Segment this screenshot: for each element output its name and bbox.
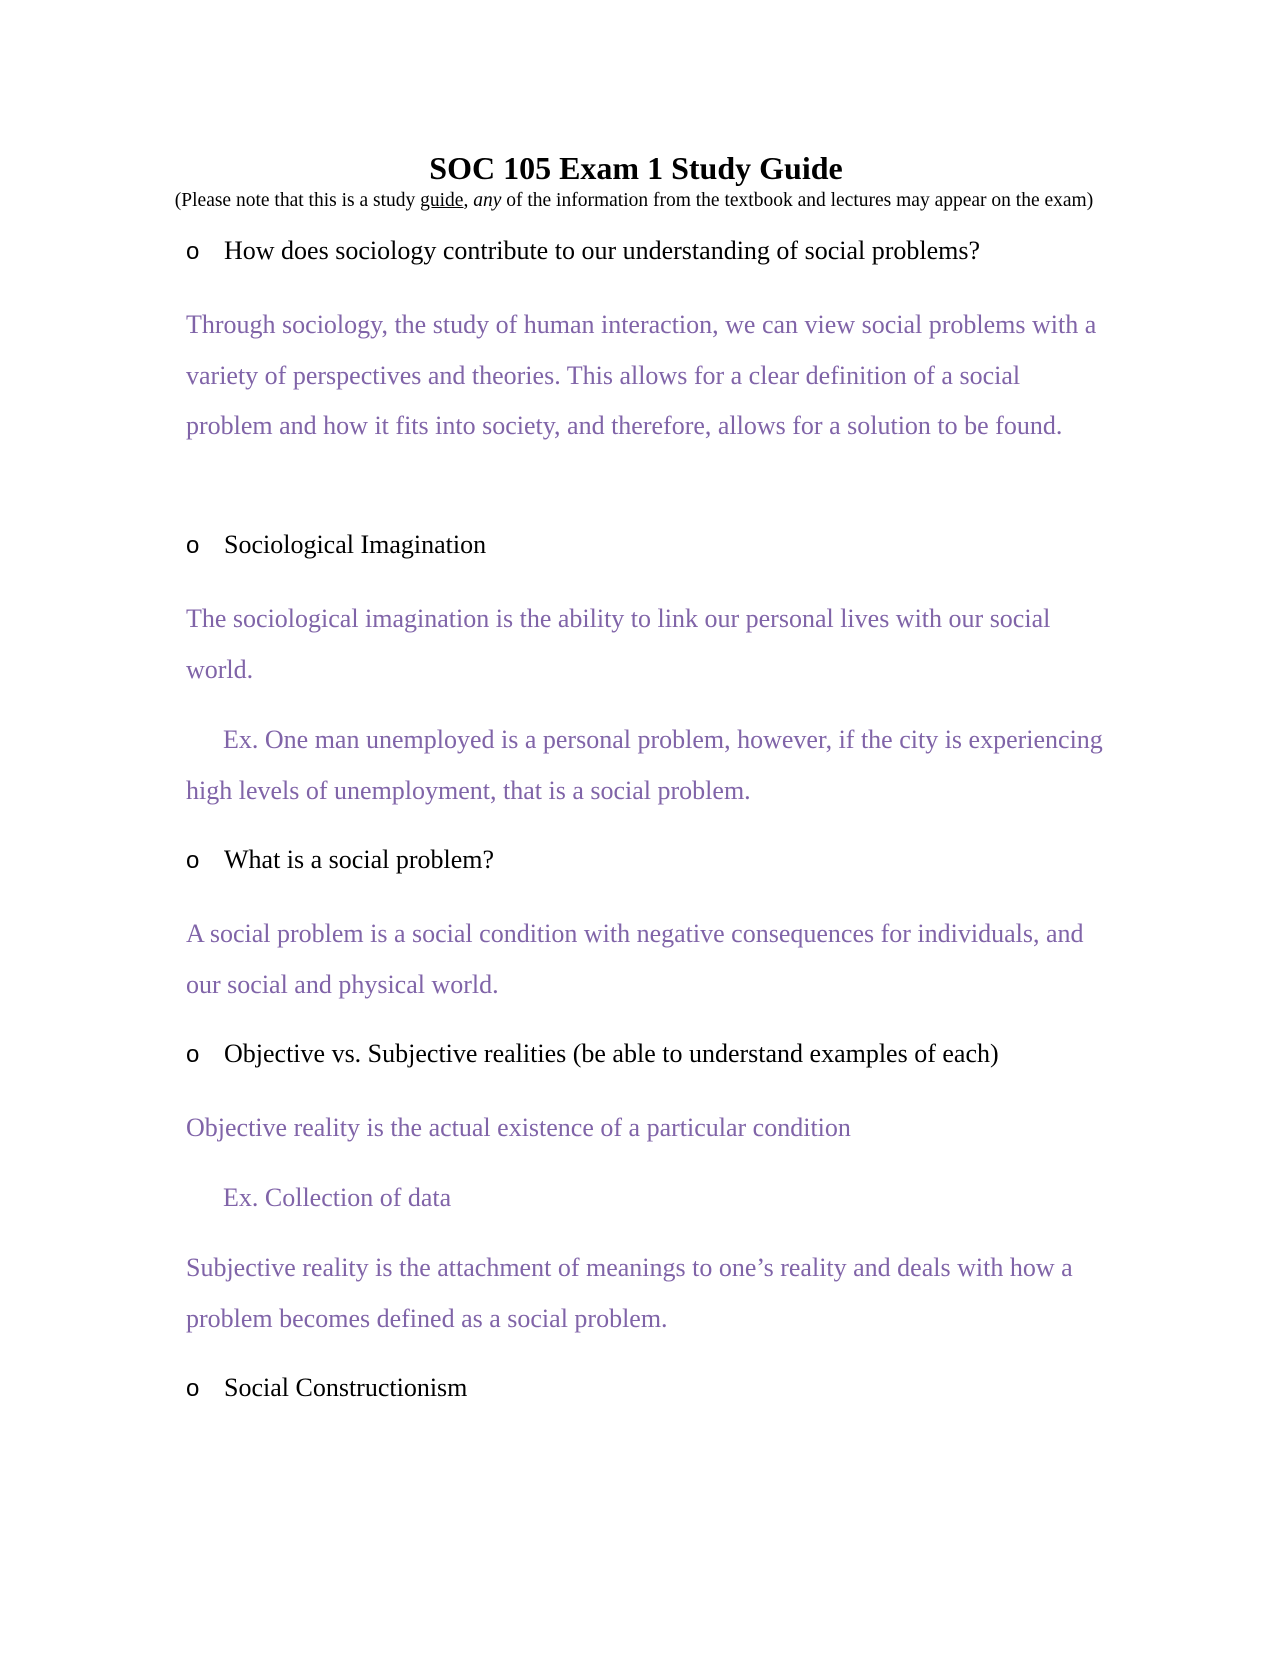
bullet-marker: o	[186, 1375, 200, 1402]
answer-example: Ex. One man unemployed is a personal problem, however, if the city is experiencing high levels of unemployment, that is a social problem.	[186, 725, 1103, 805]
answer-paragraph: Through sociology, the study of human interaction, we can view social problems with a variety of perspectives and theories. This allows for a clear definition of a social problem and how it fits into society, and therefore, allows for a solution to be found.	[186, 310, 1097, 440]
question-text: Social Constructionism	[224, 1373, 468, 1402]
answer-paragraph: Subjective reality is the attachment of meanings to one’s reality and deals with how a problem becomes defined as a social problem.	[186, 1253, 1073, 1333]
answer-paragraph: A social problem is a social condition with negative consequences for individuals, and our social and physical world.	[186, 919, 1084, 999]
question-item	[186, 1372, 467, 1405]
question-item	[186, 235, 980, 268]
note-prefix: (Please note that this is a study	[174, 190, 421, 211]
note-underlined-word: guide	[420, 190, 464, 211]
question-item	[186, 844, 494, 877]
bullet-marker: o	[186, 238, 200, 265]
note-suffix: of the information from the textbook and lectures may appear on the exam)	[501, 190, 1094, 211]
question-text: Objective vs. Subjective realities (be able to understand examples of each)	[224, 1039, 999, 1068]
answer-example: Ex. Collection of data	[223, 1183, 452, 1212]
document-title: SOC 105 Exam 1 Study Guide	[429, 150, 843, 186]
bullet-marker: o	[186, 847, 200, 874]
answer-paragraph: The sociological imagination is the ability to link our personal lives with our social world.	[186, 604, 1051, 684]
question-item	[186, 1038, 999, 1071]
bullet-marker: o	[186, 532, 200, 559]
question-text: Sociological Imagination	[224, 530, 487, 559]
note-comma: ,	[463, 190, 469, 211]
question-text: How does sociology contribute to our understanding of social problems?	[224, 236, 981, 265]
note-italic-word: any	[473, 190, 502, 211]
bullet-marker: o	[186, 1041, 200, 1068]
answer-paragraph: Objective reality is the actual existence of a particular condition	[186, 1113, 851, 1142]
study-guide-note	[170, 189, 1098, 213]
question-item	[186, 529, 486, 562]
question-text: What is a social problem?	[224, 845, 495, 874]
